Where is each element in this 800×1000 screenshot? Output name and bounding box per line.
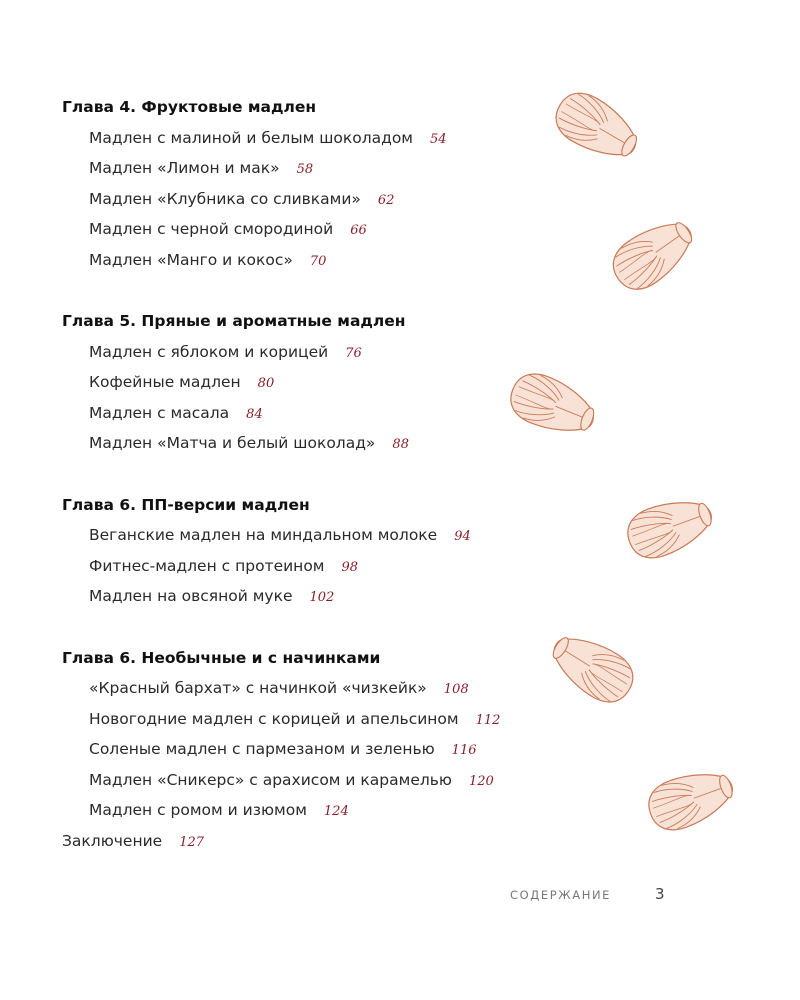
toc-entry-page: 66 — [350, 223, 367, 238]
toc-entry-title: Мадлен с ромом и изюмом — [89, 801, 307, 819]
toc-entry-page: 58 — [296, 162, 314, 177]
toc-entry-title: Мадлен с черной смородиной — [89, 220, 334, 238]
toc-entry-page: 54 — [430, 131, 447, 147]
toc-entry[interactable] — [89, 129, 447, 147]
toc-entry[interactable] — [89, 404, 263, 422]
toc-entry-page: 80 — [257, 376, 275, 391]
chapter-heading[interactable]: Глава 6. ПП-версии мадлен — [62, 495, 310, 514]
toc-entry[interactable] — [89, 587, 334, 605]
footer-section-label: СОДЕРЖАНИЕ — [510, 888, 612, 902]
toc-entry-page: 76 — [345, 345, 362, 361]
page-number: 3 — [655, 885, 665, 903]
toc-entry-title: Фитнес-мадлен с протеином — [89, 556, 325, 575]
toc-entry-title: Соленые мадлен с пармезаном и зеленью — [89, 740, 435, 758]
chapter-heading[interactable]: Глава 5. Пряные и ароматные мадлен — [62, 312, 406, 330]
toc-entry[interactable] — [89, 801, 349, 819]
toc-entry-page: 98 — [341, 559, 359, 575]
chapter-heading[interactable]: Глава 4. Фруктовые мадлен — [62, 98, 317, 116]
toc-entry-page: 88 — [392, 437, 409, 452]
toc-entry-title: Веганские мадлен на миндальном молоке — [89, 526, 438, 544]
toc-entry[interactable] — [89, 251, 326, 269]
toc-entry-title: Новогодние мадлен с корицей и апельсином — [89, 709, 459, 728]
toc-entry-title: Мадлен с масала — [89, 403, 230, 422]
toc-entry-page: 112 — [475, 712, 501, 728]
toc-entry-page: 127 — [179, 834, 205, 850]
toc-entry-page: 84 — [246, 406, 263, 422]
toc-entry[interactable] — [89, 343, 362, 361]
toc-entry-title: Мадлен «Матча и белый шоколад» — [89, 434, 376, 452]
toc-entry[interactable] — [89, 159, 313, 177]
toc-entry-page: 70 — [309, 253, 327, 269]
toc-entry[interactable] — [89, 710, 500, 728]
toc-entry[interactable] — [89, 740, 477, 758]
toc-entry-page: 124 — [323, 804, 349, 819]
toc-entry[interactable] — [89, 373, 274, 391]
toc-entry-title: Мадлен с яблоком и корицей — [89, 342, 329, 361]
toc-entry-title: Мадлен «Сникерс» с арахисом и карамелью — [89, 770, 452, 789]
toc-entry-title: Мадлен «Клубника со сливками» — [89, 189, 361, 208]
toc-entry[interactable] — [89, 434, 409, 452]
toc-entry[interactable] — [62, 832, 204, 850]
toc-entry-title: Заключение — [62, 831, 163, 850]
toc-entry-page: 102 — [309, 590, 335, 605]
toc-entry-title: Мадлен «Манго и кокос» — [89, 250, 293, 269]
chapter-heading[interactable]: Глава 6. Необычные и с начинками — [62, 648, 381, 667]
toc-entry-title: Мадлен «Лимон и мак» — [89, 159, 280, 177]
toc-entry-page: 116 — [451, 743, 477, 758]
toc-entry[interactable] — [89, 557, 358, 575]
toc-entry[interactable] — [89, 190, 394, 208]
toc-entry[interactable] — [89, 771, 494, 789]
toc-entry-title: Мадлен с малиной и белым шоколадом — [89, 128, 414, 147]
toc-entry-title: Мадлен на овсяной муке — [89, 587, 293, 605]
toc-entry-page: 120 — [468, 773, 494, 789]
toc-entry[interactable] — [89, 679, 469, 697]
toc-entry-page: 108 — [443, 682, 469, 697]
toc-entry-title: «Красный бархат» с начинкой «чизкейк» — [89, 679, 427, 697]
toc-entry-page: 94 — [454, 529, 471, 544]
toc-entry[interactable] — [89, 220, 367, 238]
toc-entry[interactable] — [89, 526, 471, 544]
toc-entry-title: Кофейные мадлен — [89, 373, 241, 391]
toc-entry-page: 62 — [377, 192, 395, 208]
